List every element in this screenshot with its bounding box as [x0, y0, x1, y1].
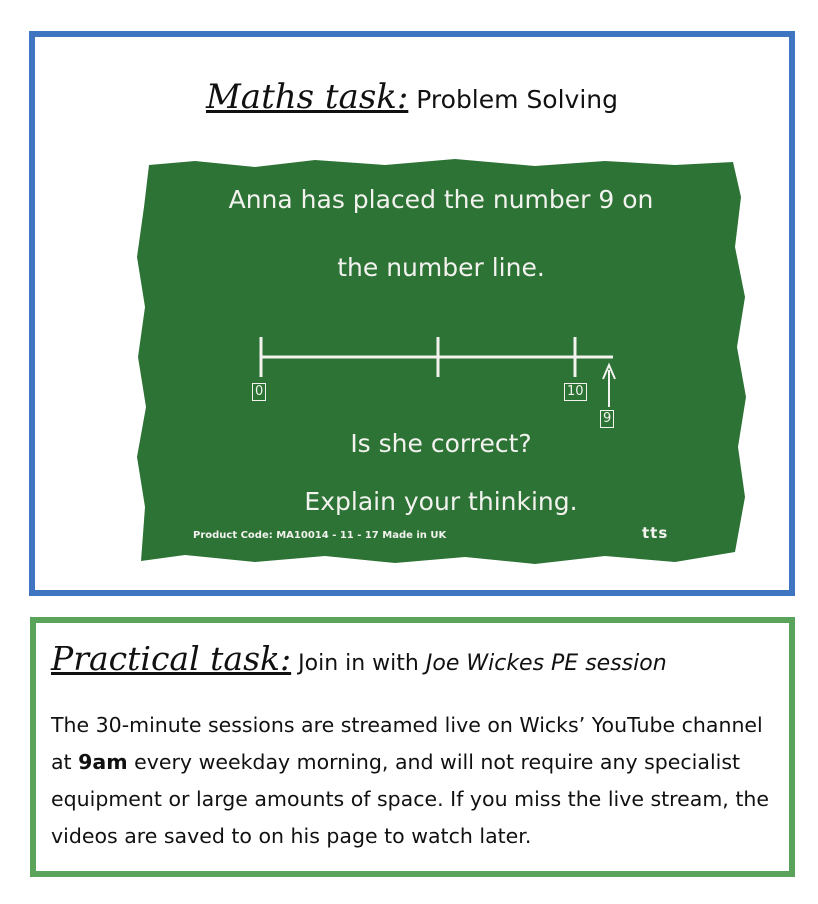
- practical-task-panel: [30, 617, 795, 877]
- marker-label: 9: [600, 410, 614, 428]
- tts-logo: tts: [642, 524, 669, 542]
- maths-task-panel: [29, 31, 795, 596]
- description-part1: The 30-minute sessions are streamed live on Wicks’ YouTube channel at: [51, 713, 763, 774]
- session-time: 9am: [78, 750, 128, 774]
- board-text-line1: Anna has placed the number 9 on: [228, 185, 654, 214]
- description-part2: every weekday morning, and will not require any specialist equipment or large amounts of space. If you miss the live stream, the videos are saved to on his page to watch later.: [51, 750, 769, 848]
- practical-task-description: [51, 707, 781, 855]
- tick-label-end: 10: [564, 383, 587, 401]
- maths-task-label: Maths task:: [205, 77, 409, 117]
- board-prompt: Explain your thinking.: [304, 487, 578, 516]
- practical-task-label: Practical task:: [51, 639, 292, 678]
- practical-task-heading: [51, 639, 667, 678]
- maths-task-subtitle: Problem Solving: [416, 85, 619, 114]
- board-text-line2: the number line.: [337, 253, 545, 282]
- chalkboard-image: [135, 157, 747, 569]
- practical-task-intro: Join in with: [298, 651, 419, 676]
- maths-task-heading: [35, 77, 789, 117]
- board-question: Is she correct?: [350, 429, 532, 458]
- practical-task-session: Joe Wickes PE session: [425, 651, 667, 676]
- tick-label-start: 0: [252, 383, 266, 401]
- product-code: Product Code: MA10014 - 11 - 17 Made in UK: [193, 530, 447, 541]
